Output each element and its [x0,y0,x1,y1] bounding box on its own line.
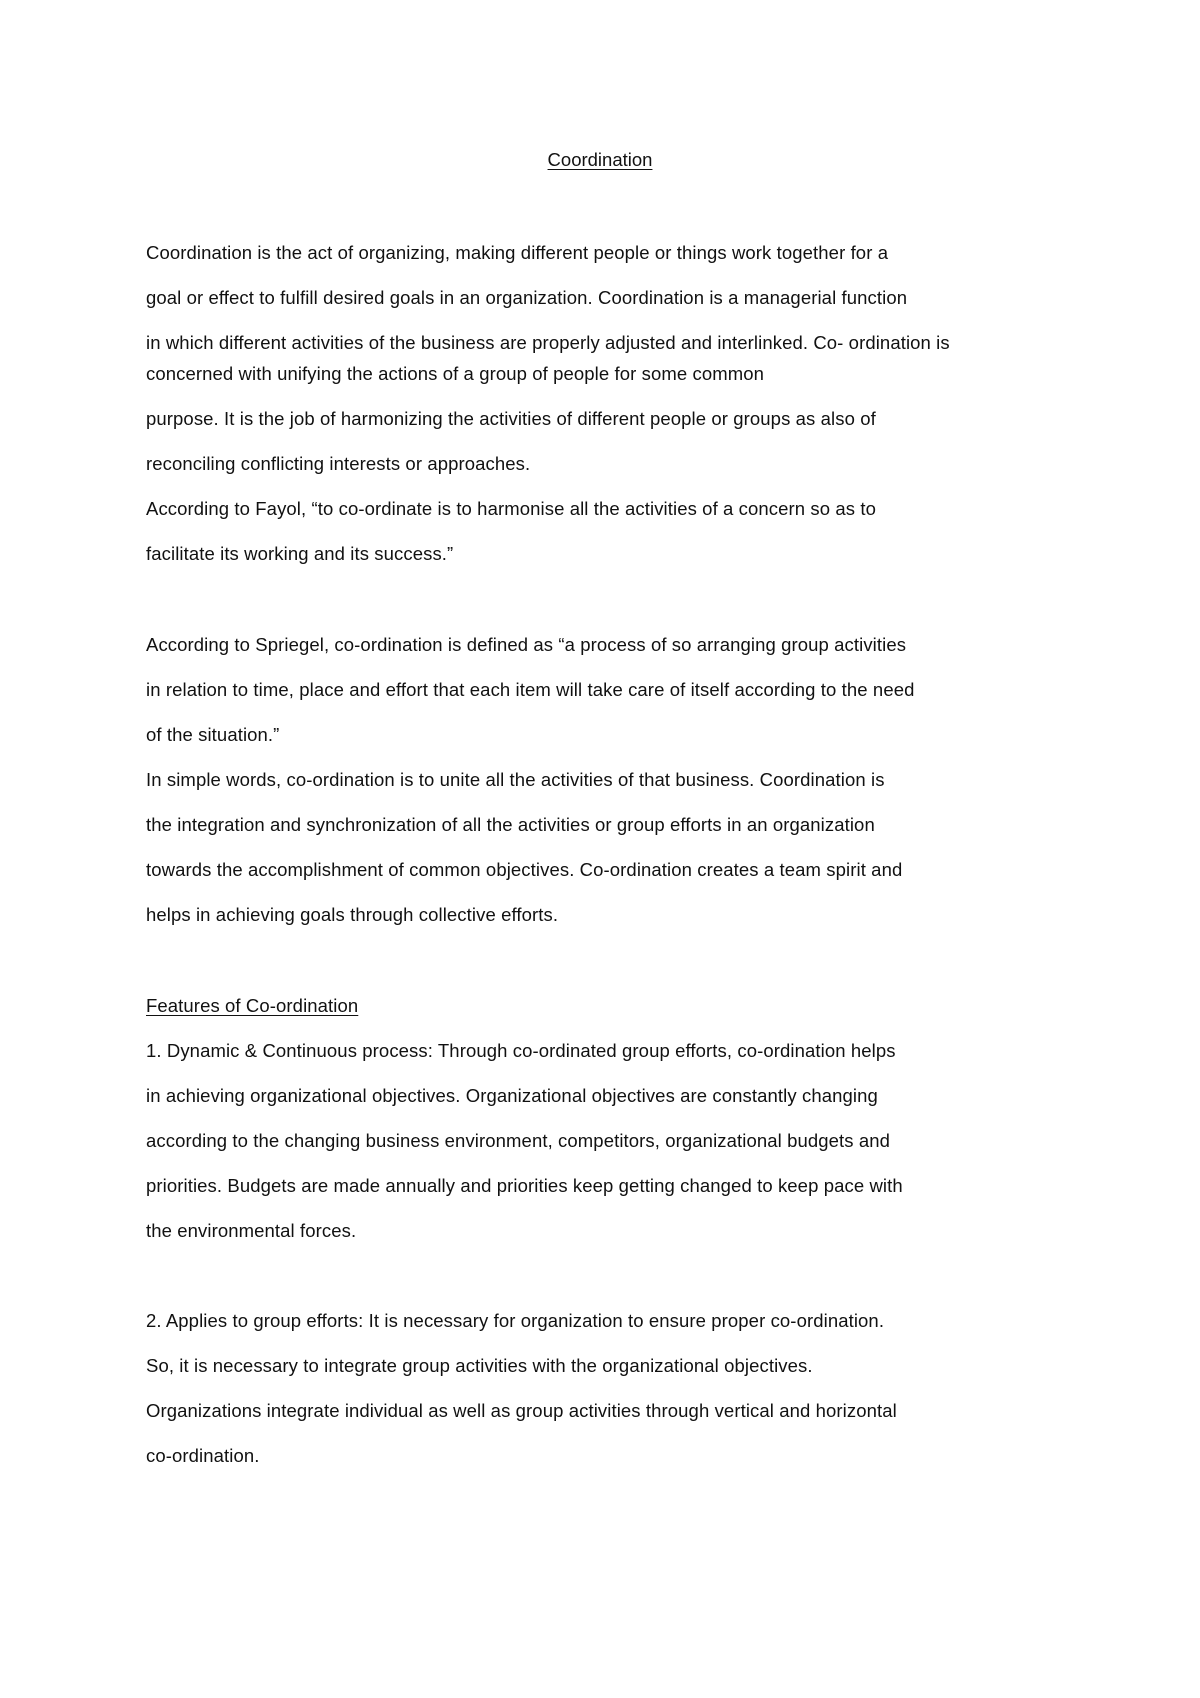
feature2-line-3: Organizations integrate individual as well as group activities through vertical and horizontal [146,1400,897,1421]
intro-line-6: reconciling conflicting interests or approaches. [146,453,531,474]
spriegel-line-4: In simple words, co-ordination is to unite all the activities of that business. Coordination is [146,769,885,790]
intro-line-2: goal or effect to fulfill desired goals in an organization. Coordination is a managerial function [146,287,908,308]
intro-line-5: purpose. It is the job of harmonizing the activities of different people or groups as also of [146,408,876,429]
feature1-line-1: 1. Dynamic & Continuous process: Through co-ordinated group efforts, co-ordination helps [146,1040,896,1061]
feature1-line-3: according to the changing business environment, competitors, organizational budgets and [146,1130,891,1151]
feature1-line-2: in achieving organizational objectives. Organizational objectives are constantly changing [146,1085,878,1106]
feature2-line-4: co-ordination. [146,1445,260,1466]
feature2-line-2: So, it is necessary to integrate group activities with the organizational objectives. [146,1355,813,1376]
feature2-line-1: 2. Applies to group efforts: It is necessary for organization to ensure proper co-ordination. [146,1310,885,1331]
feature1-line-4: priorities. Budgets are made annually and priorities keep getting changed to keep pace with [146,1175,903,1196]
spriegel-line-1: According to Spriegel, co-ordination is defined as “a process of so arranging group activities [146,634,907,655]
features-heading: Features of Co-ordination [146,995,359,1016]
spriegel-line-5: the integration and synchronization of all the activities or group efforts in an organization [146,814,875,835]
spriegel-line-7: helps in achieving goals through collective efforts. [146,904,559,925]
spriegel-line-3: of the situation.” [146,724,280,745]
intro-line-7: According to Fayol, “to co-ordinate is to harmonise all the activities of a concern so as to [146,498,877,519]
intro-line-1: Coordination is the act of organizing, making different people or things work together for a [146,242,889,263]
intro-line-8: facilitate its working and its success.” [146,543,454,564]
feature1-line-5: the environmental forces. [146,1220,357,1241]
intro-line-3: in which different activities of the business are properly adjusted and interlinked. Co- ordination is [146,332,950,353]
spriegel-line-2: in relation to time, place and effort that each item will take care of itself according to the need [146,679,915,700]
intro-line-4: concerned with unifying the actions of a group of people for some common [146,363,765,384]
document-title: Coordination [547,149,653,170]
spriegel-line-6: towards the accomplishment of common objectives. Co-ordination creates a team spirit and [146,859,903,880]
